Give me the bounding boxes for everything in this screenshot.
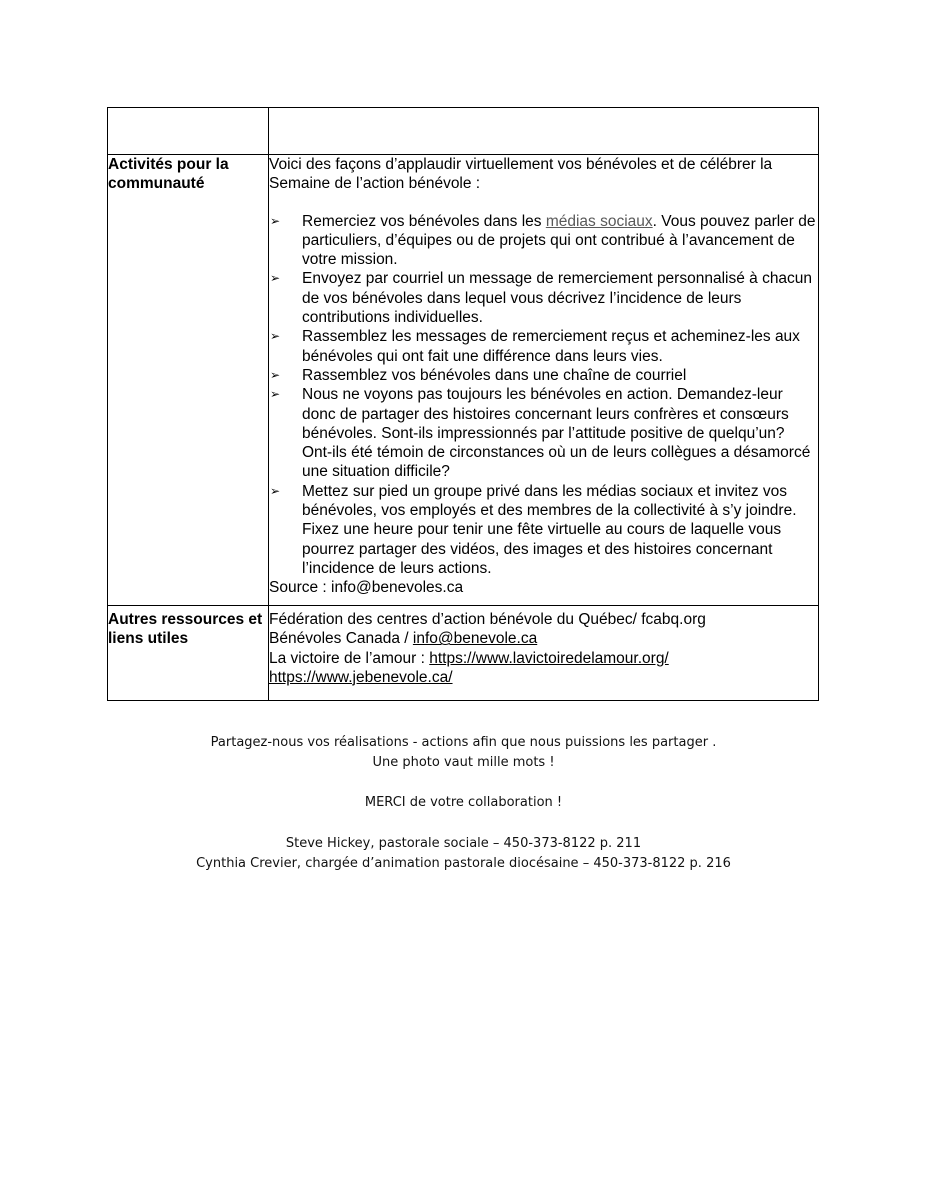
bullet-text: . Vous pouvez parler de particuliers, d’équipes ou de projets qui ont contribué à l’avancement de votre mission.: [302, 212, 816, 269]
contact-steve: Steve Hickey, pastorale sociale – 450-373-8122 p. 211: [285, 836, 642, 851]
thanks-message: MERCI de votre collaboration !: [364, 795, 563, 810]
share-message: [0, 733, 927, 773]
arrow-bullet-icon: ➢: [270, 271, 281, 286]
resources-content: [269, 606, 819, 701]
list-item: [269, 327, 818, 366]
list-item: [269, 482, 818, 578]
benevoles-canada-line: [269, 629, 818, 648]
benevole-email-link[interactable]: info@benevole.ca: [412, 630, 538, 648]
victoire-link[interactable]: https://www.lavictoiredelamour.org/: [429, 649, 669, 667]
jebenevole-link[interactable]: https://www.jebenevole.ca/: [269, 668, 453, 686]
bullet-text: Rassemblez vos bénévoles dans une chaîne de courriel: [302, 366, 687, 384]
arrow-bullet-icon: ➢: [270, 213, 281, 228]
activities-content: [269, 155, 819, 606]
social-media-link[interactable]: médias sociaux: [545, 212, 653, 230]
contact-cynthia: Cynthia Crevier, chargée d’animation pastorale diocésaine – 450-373-8122 p. 216: [196, 856, 731, 871]
activities-list: [269, 212, 818, 579]
bullet-text: Envoyez par courriel un message de remerciement personnalisé à chacun de vos bénévoles dans lequel vous décrivez l’incidence de leurs contributions individuelles.: [302, 270, 813, 327]
list-item: [269, 366, 818, 385]
activities-intro: Voici des façons d’applaudir virtuellement vos bénévoles et de célébrer la Semaine de l’action bénévole :: [269, 156, 773, 193]
victoire-prefix: La victoire de l’amour :: [269, 649, 430, 667]
jebenevole-line: [269, 668, 818, 687]
list-item: [269, 385, 818, 481]
benevoles-canada-prefix: Bénévoles Canada /: [269, 630, 413, 648]
activities-label: Activités pour la communauté: [108, 155, 269, 606]
source-line: Source : info@benevoles.ca: [269, 579, 464, 597]
table-row-empty: [108, 108, 819, 155]
arrow-bullet-icon: ➢: [270, 329, 281, 344]
victoire-line: [269, 649, 818, 668]
resources-table: [107, 107, 819, 701]
list-item: [269, 212, 818, 270]
table-row-activities: [108, 155, 819, 606]
bullet-text: Rassemblez les messages de remerciement reçus et acheminez-les aux bénévoles qui ont fait une différence dans leurs vies.: [302, 328, 800, 365]
empty-label-cell: [108, 108, 269, 155]
arrow-bullet-icon: ➢: [270, 387, 281, 402]
empty-content-cell: [269, 108, 819, 155]
share-line-2: Une photo vaut mille mots !: [372, 755, 555, 770]
list-item: [269, 269, 818, 327]
contacts: [0, 834, 927, 874]
arrow-bullet-icon: ➢: [270, 483, 281, 498]
bullet-text: Remerciez vos bénévoles dans les: [302, 212, 546, 230]
bullet-text: Nous ne voyons pas toujours les bénévoles en action. Demandez-leur donc de partager des histoires concernant leurs confrères et consœurs bénévoles. Sont-ils impressionnés par l’attitude positive de quelqu’un? Ont-ils été témoin de circonstances où un de leurs collègues a désamorcé une situation difficile?: [302, 386, 811, 481]
table-row-resources: [108, 606, 819, 701]
fcabq-line: Fédération des centres d’action bénévole du Québec/ fcabq.org: [269, 611, 706, 628]
arrow-bullet-icon: ➢: [270, 367, 281, 382]
share-line-1: Partagez-nous vos réalisations - actions afin que nous puissions les partager .: [210, 735, 717, 750]
resources-label: Autres ressources et liens utiles: [108, 606, 269, 701]
bullet-text: Mettez sur pied un groupe privé dans les médias sociaux et invitez vos bénévoles, vos employés et des membres de la collectivité à s’y joindre. Fixez une heure pour tenir une fête virtuelle au cours de laquelle vous pourrez partager des vidéos, des images et des histoires concernant l’incidence de leurs actions.: [302, 482, 797, 577]
